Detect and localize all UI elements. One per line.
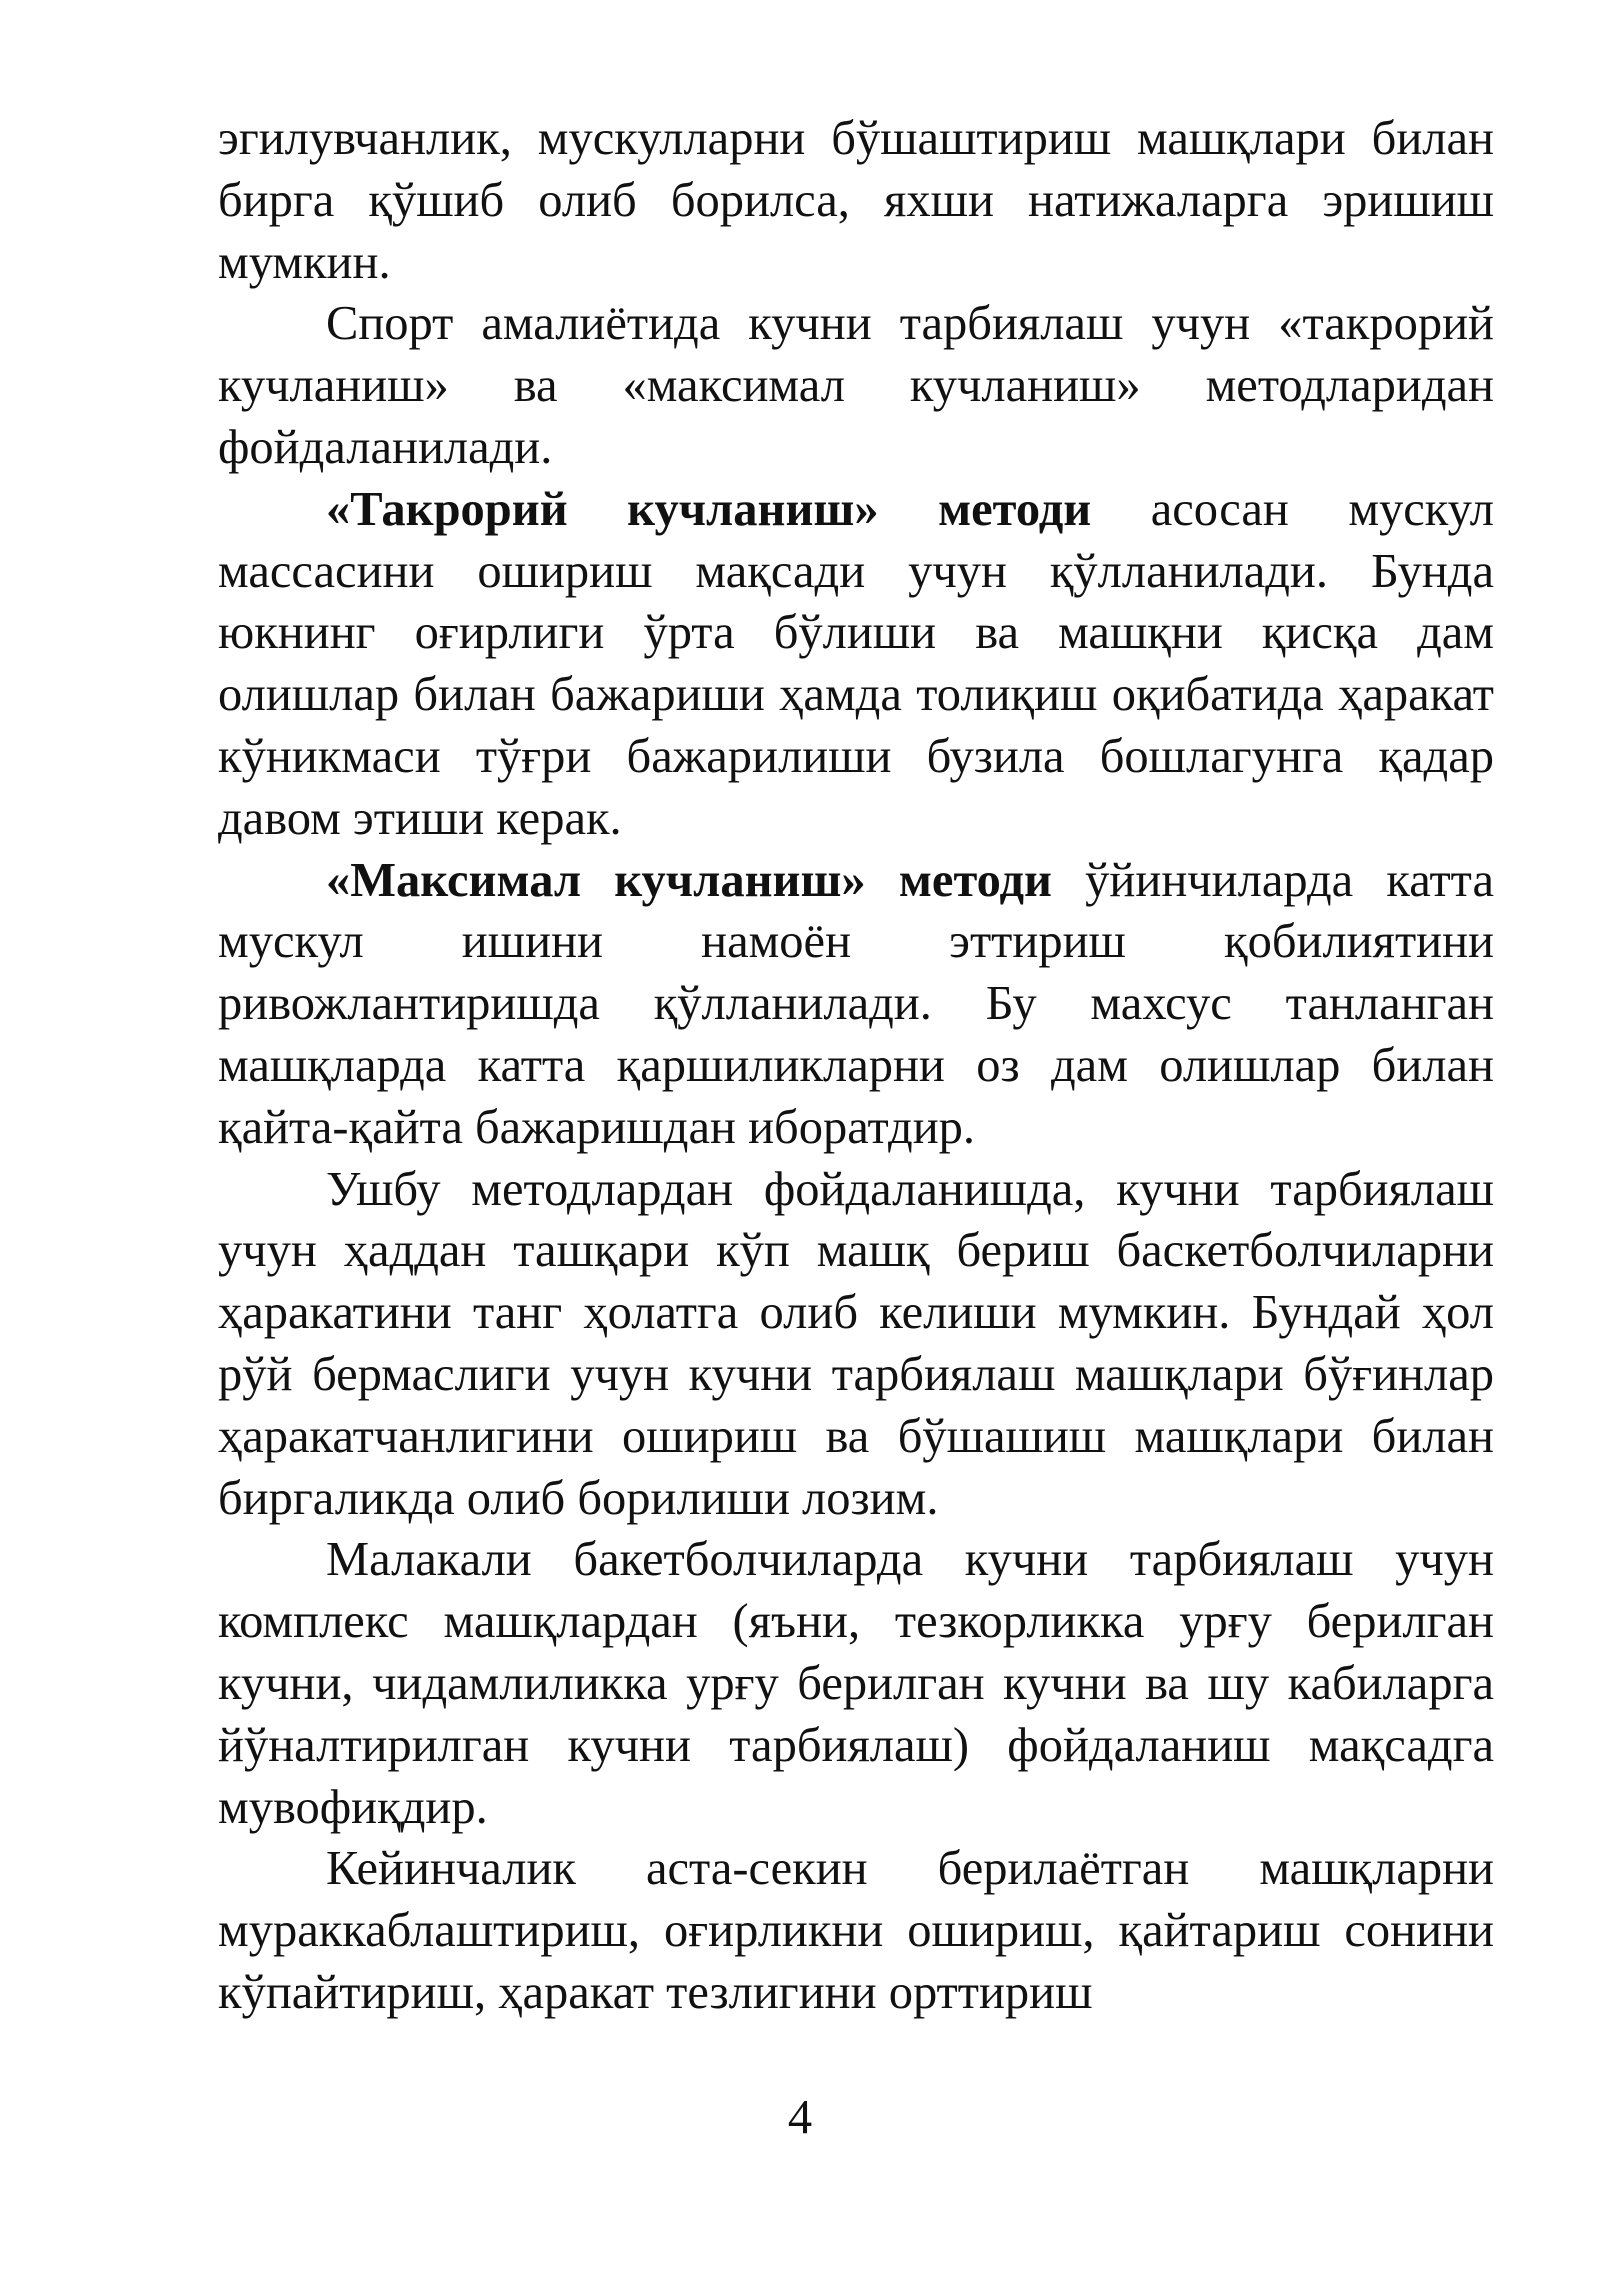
paragraph-text: Спорт амалиётида кучни тарбиялаш учун «такрорий кучланиш» ва «максимал кучланиш» методларидан фойдаланилади. (218, 297, 1494, 474)
method-term: «Такрорий кучланиш» методи (326, 482, 1092, 536)
page-body (218, 108, 1494, 2024)
paragraph-progression (218, 1838, 1494, 2023)
paragraph-text: Малакали бакетболчиларда кучни тарбиялаш учун комплекс машқлардан (яъни, тезкорликка урғу берилган кучни, чидамлиликка урғу берилган кучни ва шу кабиларга йўналтирилган кучни тарбиялаш) фойдаланиш мақсадга мувофиқдир. (218, 1533, 1494, 1834)
paragraph-text: эгилувчанлик, мускулларни бўшаштириш машқлари билан бирга қўшиб олиб борилса, яхши натижаларга эришиш мумкин. (218, 112, 1494, 289)
paragraph-continuation (218, 108, 1494, 293)
method-term: «Максимал кучланиш» методи (326, 853, 1052, 907)
paragraph-text: Ушбу методлардан фойдаланишда, кучни тарбиялаш учун ҳаддан ташқари кўп машқ бериш баскетболчиларни ҳаракатини танг ҳолатга олиб келиши мумкин. Бундай ҳол рўй бермаслиги учун кучни тарбиялаш машқлари бўғинлар ҳаракатчанлигини ошириш ва бўшашиш машқлари билан биргаликда олиб борилиши лозим. (218, 1162, 1494, 1525)
paragraph-repeated-effort-method (218, 479, 1494, 850)
paragraph-text: Кейинчалик аста-секин берилаётган машқларни мураккаблаштириш, оғирликни ошириш, қайтариш сонини кўпайтириш, ҳаракат тезлигини орттириш (218, 1842, 1494, 2019)
page-number: 4 (787, 2091, 813, 2144)
paragraph-maximal-effort-method (218, 850, 1494, 1159)
paragraph-methods-intro (218, 293, 1494, 478)
paragraph-text: асосан мускул массасини ошириш мақсади учун қўлланилади. Бунда юкнинг оғирлиги ўрта бўлиши ва машқни қисқа дам олишлар билан бажариши ҳамда толиқиш оқибатида ҳаракат кўникмаси тўғри бажарилиши бузила бошлагунга қадар давом этиши керак. (218, 482, 1494, 845)
paragraph-text: ўйинчиларда катта мускул ишини намоён эттириш қобилиятини ривожлантиришда қўлланилади. Бу махсус танланган машқларда катта қаршиликларни оз дам олишлар билан қайта-қайта бажаришдан иборатдир. (218, 853, 1494, 1154)
paragraph-methods-caution (218, 1159, 1494, 1530)
paragraph-complex-exercises (218, 1529, 1494, 1838)
